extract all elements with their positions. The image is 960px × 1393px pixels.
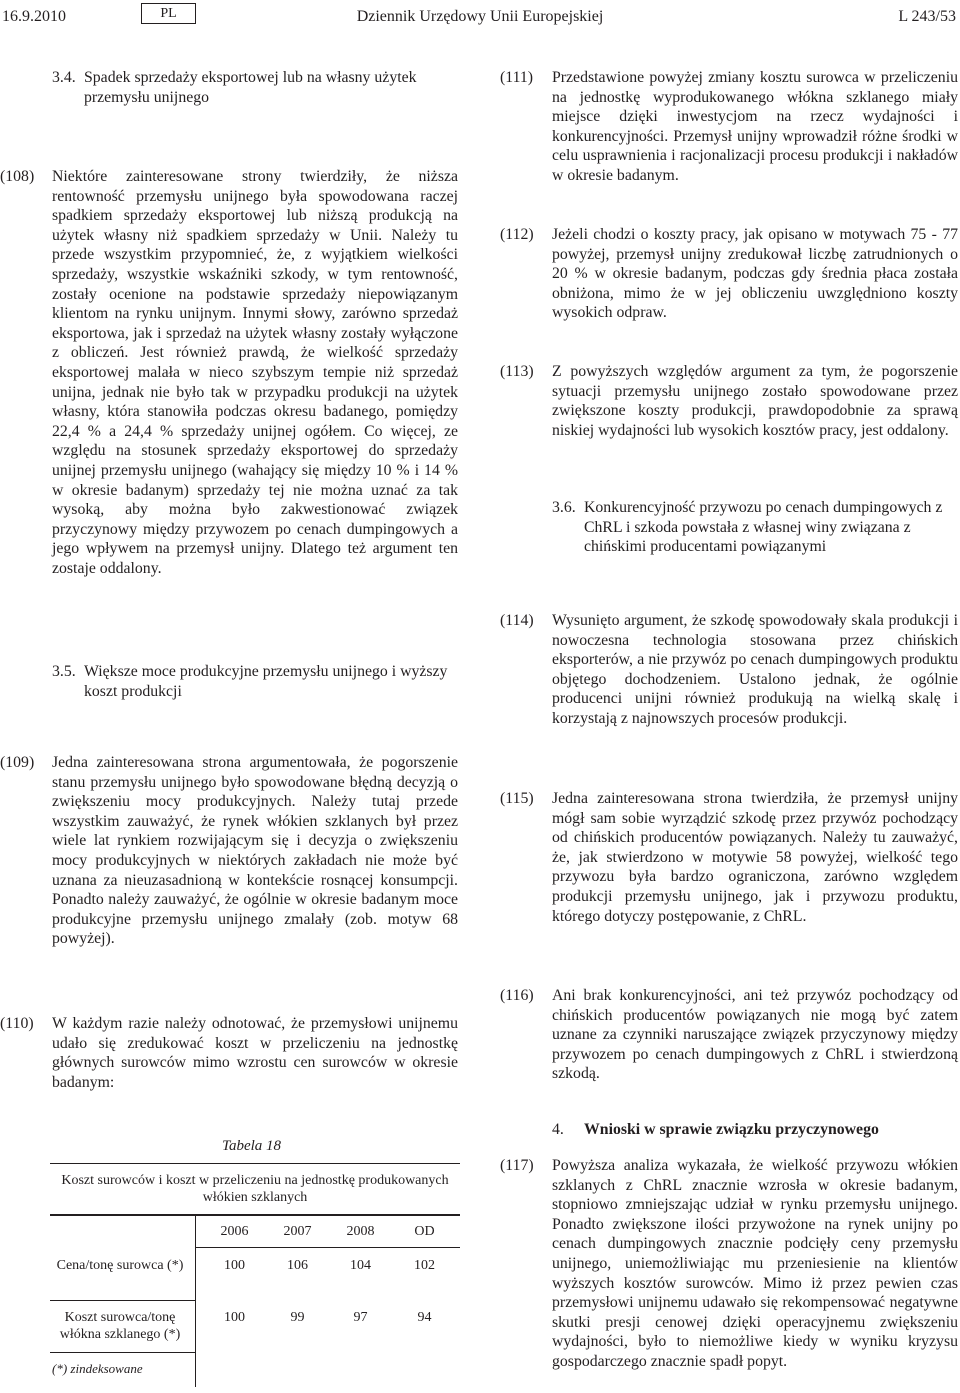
column-header: 2008: [346, 1224, 375, 1239]
table-cell: 99: [290, 1310, 305, 1325]
section-heading-4: 4. Wnioski w sprawie związku przyczynowego: [552, 1121, 879, 1138]
table-cell: 104: [350, 1258, 371, 1273]
table-rule: [50, 1163, 460, 1164]
column-header: 2006: [220, 1224, 249, 1239]
table-heading: Koszt surowców i koszt w przeliczeniu na jednostkę produkowanych włókien szklanych: [61, 1173, 449, 1205]
row-label: Koszt surowca/tonę włókna szklanego (*): [59, 1310, 181, 1342]
journal-title: Dziennik Urzędowy Unii Europejskiej: [356, 8, 604, 25]
section-heading-3-6: 3.6. Konkurencyjność przywozu po cenach dumpingowych z ChRL i szkoda powstała z własnej winy związana z chińskimi producentami powiązanymi: [552, 499, 943, 556]
table-cell: 102: [414, 1258, 435, 1273]
table-footnote: (*) zindeksowane: [52, 1361, 143, 1376]
language-box: PL: [141, 3, 196, 24]
table-cell: 106: [287, 1258, 308, 1273]
table-rule: [195, 1247, 460, 1248]
table-rule: [50, 1300, 196, 1301]
page-header: [0, 0, 960, 38]
row-label: Cena/tonę surowca (*): [56, 1258, 184, 1273]
table-cell: 100: [224, 1310, 245, 1325]
column-header: 2007: [283, 1224, 312, 1239]
section-heading-3-4: 3.4. Spadek sprzedaży eksportowej lub na własny użytek przemysłu unijnego: [52, 69, 417, 106]
page-number: L 243/53: [898, 8, 956, 25]
table-column-rule: [195, 1215, 196, 1387]
table-cell: 100: [224, 1258, 245, 1273]
table-caption: Tabela 18: [222, 1138, 282, 1154]
section-heading-3-5: 3.5. Większe moce produkcyjne przemysłu unijnego i wyższy koszt produkcji: [52, 663, 448, 700]
table-rule: [50, 1352, 196, 1353]
header-date: 16.9.2010: [2, 8, 66, 25]
table-cell: 97: [353, 1310, 368, 1325]
table-cell: 94: [417, 1310, 432, 1325]
column-header: OD: [414, 1224, 435, 1239]
table-rule: [50, 1215, 460, 1216]
